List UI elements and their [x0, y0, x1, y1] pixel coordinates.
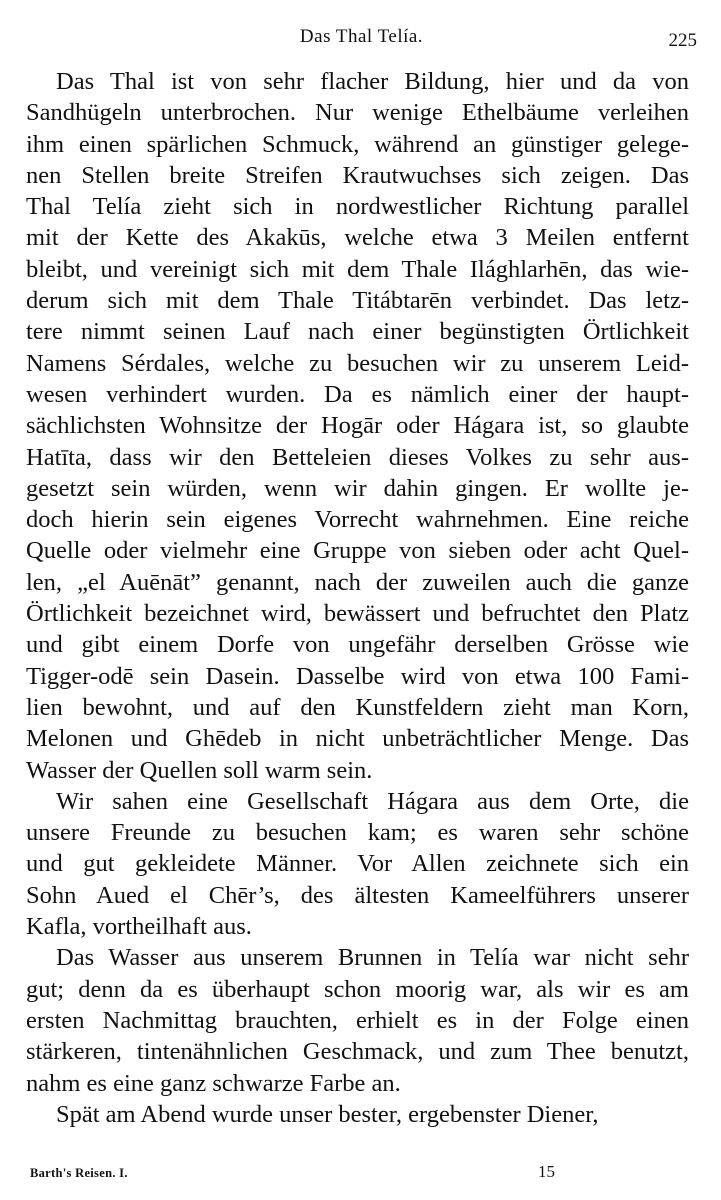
- text-line: unsere Freunde zu besuchen kam; es waren sehr schöne: [26, 819, 689, 847]
- text-line: gesetzt sein würden, wenn wir dahin gingen. Er wollte je-: [26, 474, 689, 502]
- page-number: 225: [668, 30, 697, 51]
- text-line: Tigger-odē sein Dasein. Dasselbe wird von etwa 100 Fami-: [26, 662, 689, 690]
- text-line: Kafla, vortheilhaft aus.: [26, 913, 252, 941]
- paragraph: [26, 786, 689, 942]
- text-line: doch hierin sein eigenes Vorrecht wahrnehmen. Eine reiche: [26, 506, 689, 534]
- text-line: wesen verhindert wurden. Da es nämlich einer der haupt-: [26, 380, 689, 408]
- text-line: und gibt einem Dorfe von ungefähr derselben Grösse wie: [26, 631, 689, 659]
- text-line: Das Thal ist von sehr flacher Bildung, hier und da von: [56, 68, 689, 95]
- text-line: lien bewohnt, und auf den Kunstfeldern zieht man Korn,: [26, 693, 689, 721]
- paragraph: [26, 1099, 689, 1130]
- text-line: Spät am Abend wurde unser bester, ergebenster Diener,: [56, 1100, 599, 1128]
- text-line: Thal Telía zieht sich in nordwestlicher Richtung parallel: [26, 193, 689, 221]
- running-head: [26, 26, 697, 56]
- chapter-title: Das Thal Telía.: [299, 26, 424, 47]
- text-line: Wir sahen eine Gesellschaft Hágara aus dem Orte, die: [56, 787, 689, 815]
- text-line: Namens Sérdales, welche zu besuchen wir zu unserem Leid-: [26, 349, 689, 377]
- text-line: Das Wasser aus unserem Brunnen in Telía war nicht sehr: [56, 944, 689, 972]
- text-line: Melonen und Ghēdeb in nicht unbeträchtlicher Menge. Das: [26, 725, 689, 753]
- text-line: Hatīta, dass wir den Betteleien dieses Volkes zu sehr aus-: [26, 443, 689, 471]
- text-line: bleibt, und vereinigt sich mit dem Thale Ilághlarhēn, das wie-: [26, 255, 689, 283]
- text-line: mit der Kette des Akakūs, welche etwa 3 Meilen entfernt: [26, 224, 689, 252]
- text-line: Sohn Aued el Chēr’s, des ältesten Kameelführers unserer: [26, 881, 689, 909]
- text-line: sächlichsten Wohnsitze der Hogār oder Hágara ist, so glaubte: [26, 412, 689, 440]
- page-footer: [30, 1162, 697, 1186]
- text-line: derum sich mit dem Thale Titábtarēn verbindet. Das letz-: [26, 287, 689, 315]
- text-line: gut; denn da es überhaupt schon moorig war, als wir es am: [26, 975, 689, 1003]
- text-line: ersten Nachmittag brauchten, erhielt es in der Folge einen: [26, 1006, 689, 1034]
- text-line: ihm einen spärlichen Schmuck, während an günstiger gelege-: [26, 130, 689, 158]
- text-line: Quelle oder vielmehr eine Gruppe von sieben oder acht Quel-: [26, 537, 689, 565]
- signature-mark: 15: [538, 1162, 555, 1181]
- text-line: nahm es eine ganz schwarze Farbe an.: [26, 1069, 401, 1097]
- text-line: len, „el Auēnāt” genannt, nach der zuweilen auch die ganze: [26, 568, 689, 596]
- body-text: [26, 66, 689, 1130]
- text-line: nen Stellen breite Streifen Krautwuchses sich zeigen. Das: [26, 161, 689, 189]
- paragraph: [26, 66, 689, 786]
- text-line: Sandhügeln unterbrochen. Nur wenige Ethelbäume verleihen: [26, 99, 689, 127]
- text-line: und gut gekleidete Männer. Vor Allen zeichnete sich ein: [26, 850, 689, 878]
- text-line: tere nimmt seinen Lauf nach einer begünstigten Örtlichkeit: [26, 318, 689, 346]
- text-line: Wasser der Quellen soll warm sein.: [26, 756, 373, 784]
- paragraph: [26, 942, 689, 1098]
- book-title-footer: Barth's Reisen. I.: [30, 1166, 128, 1180]
- text-line: Örtlichkeit bezeichnet wird, bewässert und befruchtet den Platz: [26, 600, 689, 628]
- text-line: stärkeren, tintenähnlichen Geschmack, und zum Thee benutzt,: [26, 1038, 689, 1066]
